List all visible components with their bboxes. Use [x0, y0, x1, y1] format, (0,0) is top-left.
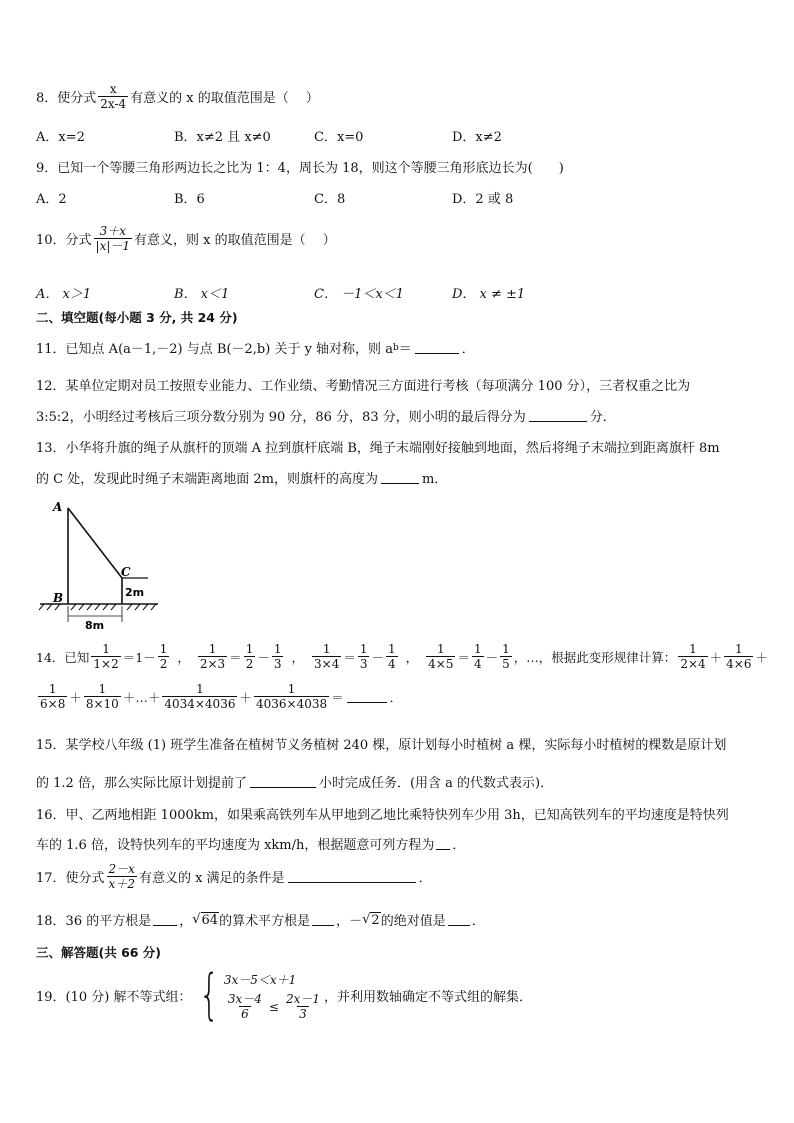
- left-brace-icon: {: [198, 963, 219, 1026]
- question-17: [36, 862, 432, 891]
- q18-blank-2: [312, 913, 334, 926]
- q16-line2-text: 车的 1.6 倍，设特快列车的平均速度为 xkm/h，根据题意可列方程为: [36, 838, 435, 853]
- q8-fraction: [98, 82, 128, 111]
- q12-answer-blank: [529, 409, 587, 422]
- q14-f4b-d: 4: [474, 657, 482, 671]
- q19-inequality-system: [192, 963, 325, 1026]
- q17-fraction: [107, 862, 137, 891]
- q14-f2-eq: ＝: [229, 649, 242, 665]
- q19-f2-d: 3: [299, 1007, 307, 1021]
- q11-answer-blank: [415, 341, 459, 354]
- q14-frac-4c: [500, 642, 512, 671]
- q18-end: ．: [471, 914, 485, 929]
- question-13-line1: 13．小华将升旗的绳子从旗杆的顶端 A 拉到旗杆底端 B，绳子末端刚好接触到地面，然后将绳子末端拉到距离旗杆 8m: [36, 441, 720, 456]
- q14-f2c-d: 3: [273, 657, 282, 671]
- q17-answer-blank: [288, 870, 416, 883]
- q14-c2-n: 1: [735, 642, 743, 656]
- q8-option-b: B．x≠2 且 x≠0: [174, 130, 271, 145]
- question-19: [36, 963, 533, 1026]
- q15-answer-blank: [250, 775, 316, 788]
- question-11: [36, 338, 475, 357]
- q19-le: ≤: [268, 999, 279, 1014]
- q18-blank-3: [448, 913, 470, 926]
- q13-answer-blank: [381, 471, 419, 484]
- q19-f2-n: 2x－1: [285, 992, 321, 1006]
- q14-frac-2c: [272, 642, 284, 671]
- q14-calc-4: [84, 682, 121, 711]
- q14-mid: ，…，根据此变形规律计算：: [513, 649, 677, 665]
- label-c: C: [121, 565, 131, 579]
- question-12-line2: [36, 406, 616, 425]
- q14-f2-n: 1: [208, 642, 217, 656]
- q14-f4-n: 1: [437, 642, 445, 656]
- q13-line2-end: m．: [421, 472, 448, 487]
- q14-f3-eq: ＝: [343, 649, 356, 665]
- q14-f4c-n: 1: [502, 642, 510, 656]
- q19-ineq-2: [224, 992, 324, 1021]
- q10-fraction: [94, 224, 133, 253]
- q19-f1-n: 3x－4: [227, 992, 262, 1006]
- q8-numerator: x: [109, 82, 117, 96]
- question-15-line1: 15．某学校八年级 (1) 班学生准备在植树节义务植树 240 棵，原计划每小时植树 a 棵，实际每小时植树的棵数是原计划: [36, 738, 727, 753]
- q14-f3b-d: 3: [359, 657, 368, 671]
- q14-frac-2: [198, 642, 227, 671]
- q14-f3-d: 3×4: [314, 657, 340, 671]
- q14-frac-1b: [158, 642, 170, 671]
- q14-f4b-n: 1: [474, 642, 482, 656]
- q10-option-c: C． －1＜x＜1: [314, 287, 404, 302]
- q11-text-a: 11．已知点 A(a－1,－2) 与点 B(－2,b) 关于 y 轴对称，则 a: [36, 342, 393, 357]
- q14-f3b-n: 1: [359, 642, 368, 656]
- q14-c4-d: 8×10: [85, 697, 119, 711]
- q14-f3c-n: 1: [388, 642, 396, 656]
- question-18: [36, 910, 485, 929]
- section-3-title: 三、解答题(共 66 分): [36, 945, 162, 960]
- q14-calc-3: [38, 682, 67, 711]
- q17-end: ．: [418, 871, 432, 886]
- q14-f1-d: 1×2: [93, 657, 119, 671]
- q19-frac-1: [226, 992, 264, 1021]
- q18-e: 的绝对值是: [380, 914, 446, 929]
- q14-plus-4: ＋: [239, 689, 252, 705]
- q14-f1b-d: 2: [159, 657, 168, 671]
- q8-option-c: C．x=0: [314, 130, 364, 145]
- q14-frac-3c: [386, 642, 398, 671]
- label-height: 2m: [125, 586, 145, 599]
- section-2-title: 二、填空题(每小题 3 分, 共 24 分): [36, 310, 238, 325]
- q14-plus-3: ＋: [69, 689, 82, 705]
- q14-answer-blank: [347, 690, 387, 703]
- q18-sqrt-2: 2: [371, 912, 380, 928]
- q14-calc-2: [724, 642, 753, 671]
- q8-denominator: 2x-4: [100, 97, 127, 111]
- q14-c6-d: 4036×4038: [255, 697, 328, 711]
- q14-f4-minus: －: [485, 649, 499, 665]
- q14-calc-6: [254, 682, 329, 711]
- question-10: [36, 224, 336, 253]
- q15-line2-text: 的 1.2 倍，那么实际比原计划提前了: [36, 776, 247, 791]
- q14-f4-d: 4×5: [428, 657, 454, 671]
- q13-line2-text: 的 C 处，发现此时绳子末端距离地面 2m，则旗杆的高度为: [36, 472, 378, 487]
- q14-c3-d: 6×8: [40, 697, 66, 711]
- q14-plus-2: ＋: [755, 649, 768, 665]
- question-9: 9．已知一个等腰三角形两边长之比为 1：4，周长为 18，则这个等腰三角形底边长为( ): [36, 161, 564, 176]
- q10-numerator: 3＋x: [99, 224, 126, 238]
- q14-frac-2b: [244, 642, 256, 671]
- q18-sqrt-1: 64: [201, 912, 219, 928]
- q11-text-b: ＝: [398, 342, 412, 357]
- q14-f3-minus: －: [371, 649, 384, 665]
- q14-frac-4b: [472, 642, 484, 671]
- q14-c4-n: 1: [98, 682, 107, 696]
- q14-f1-n: 1: [102, 642, 110, 656]
- q14-dots: ＋…＋: [122, 689, 161, 705]
- q15-line2-end: 小时完成任务．(用含 a 的代数式表示)．: [318, 776, 554, 791]
- q14-prefix: 14．已知: [36, 649, 90, 665]
- q19-prefix: 19．(10 分) 解不等式组：: [36, 989, 192, 1005]
- q10-prefix: 10．分式: [36, 233, 92, 248]
- q18-blank-1: [153, 913, 177, 926]
- q14-f2-minus: －: [257, 649, 270, 665]
- q14-c5-d: 4034×4036: [164, 697, 236, 711]
- question-14-line1: 14．已知 $\frac{1}{1\times 2}$ ＝1－ $\frac{1}{2}$ ， $\frac{1}{2\times 3}$ ＝ $\frac{1}{2}$ － $\frac{1}{3}$ ， $\frac{1}{3\times 4}$ ＝ $\frac{1}{3}$ － $\frac{1}{4}$ ， $\frac{1}{4\times 5}$ ＝ $\frac{1}{4}$ － $\frac{1}{5}$ ，…，根据此变形规律计算： $\frac{1}{2\times 4}$ ＋ $\frac{1}{4\times 6}$ ＋: [36, 642, 768, 671]
- q14-calc-5: [162, 682, 237, 711]
- q8-option-d: D．x≠2: [452, 130, 502, 145]
- q18-d: ，－: [336, 914, 363, 929]
- q14-frac-4: [426, 642, 455, 671]
- q9-option-b: B．6: [174, 192, 205, 207]
- sqrt-sign-icon: √: [192, 912, 201, 927]
- question-8: [36, 82, 319, 111]
- q14-calc-1: [678, 642, 707, 671]
- question-12-line1: 12．某单位定期对员工按照专业能力、工作业绩、考勤情况三方面进行考核（每项满分 100 分），三者权重之比为: [36, 379, 691, 394]
- q11-end: ．: [461, 342, 475, 357]
- q14-f1b-n: 1: [159, 642, 168, 656]
- q17-prefix: 17．使分式: [36, 871, 105, 886]
- q10-option-d: D． x ≠ ±1: [452, 287, 526, 302]
- q12-line2-text: 3:5:2，小明经过考核后三项分数分别为 90 分，86 分，83 分，则小明的最后得分为: [36, 410, 526, 425]
- q8-prefix: 8．使分式: [36, 91, 97, 106]
- q14-frac-3b: [358, 642, 370, 671]
- q14-plus-1: ＋: [709, 649, 723, 665]
- sqrt-sign-icon: √: [362, 912, 371, 927]
- q14-c1-d: 2×4: [680, 657, 706, 671]
- q14-eq: ＝: [331, 689, 344, 705]
- q18-c: 的算术平方根是: [219, 914, 311, 929]
- q14-f3-n: 1: [322, 642, 331, 656]
- q14-frac-1: [91, 642, 120, 671]
- q8-option-a: A．x=2: [36, 130, 85, 145]
- q14-c1-n: 1: [689, 642, 697, 656]
- q19-frac-2: [284, 992, 322, 1021]
- q10-option-a: A． x＞1: [36, 287, 92, 302]
- q14-frac-3: [312, 642, 341, 671]
- q10-suffix: 有意义，则 x 的取值范围是（ ）: [134, 233, 336, 248]
- label-width: 8m: [85, 619, 105, 632]
- q18-b: ，: [179, 914, 193, 929]
- q14-f2b-n: 1: [245, 642, 254, 656]
- q14-f2b-d: 2: [245, 657, 254, 671]
- q14-c2-d: 4×6: [726, 657, 752, 671]
- q14-f1-eq: ＝1－: [122, 649, 156, 665]
- q19-ineq-1: 3x－5＜x＋1: [223, 973, 297, 987]
- q14-end: ．: [389, 689, 403, 705]
- q17-numerator: 2－x: [108, 862, 135, 876]
- q12-line2-end: 分．: [589, 410, 616, 425]
- label-b: B: [53, 591, 64, 605]
- q19-f1-d: 6: [241, 1007, 249, 1021]
- question-15-line2: [36, 772, 553, 791]
- q16-line2-end: ．: [452, 838, 466, 853]
- question-16-line1: 16．甲、乙两地相距 1000km，如果乘高铁列车从甲地到乙地比乘特快列车少用 3h，已知高铁列车的平均速度是特快列: [36, 808, 729, 823]
- q14-f4-eq: ＝: [457, 649, 470, 665]
- q16-answer-blank: [436, 837, 450, 850]
- q8-suffix: 有意义的 x 的取值范围是（ ）: [130, 91, 319, 106]
- question-14-line2: [36, 682, 402, 711]
- q9-option-d: D．2 或 8: [452, 192, 514, 207]
- q18-a: 18．36 的平方根是: [36, 914, 152, 929]
- q9-option-a: A．2: [36, 192, 67, 207]
- flagpole-figure: [36, 496, 166, 634]
- q14-f3c-d: 4: [388, 657, 396, 671]
- q14-c6-n: 1: [287, 682, 296, 696]
- q9-option-c: C．8: [314, 192, 346, 207]
- q17-suffix: 有意义的 x 满足的条件是: [138, 871, 285, 886]
- q14-f4c-d: 5: [502, 657, 510, 671]
- q10-option-b: B． x＜1: [174, 287, 230, 302]
- q14-f2-d: 2×3: [199, 657, 226, 671]
- label-a: A: [53, 500, 63, 514]
- q14-c3-n: 1: [48, 682, 57, 696]
- question-16-line2: [36, 834, 465, 853]
- q19-suffix: ，并利用数轴确定不等式组的解集．: [324, 989, 533, 1005]
- q11-sup: b: [392, 342, 399, 353]
- question-13-line2: [36, 468, 447, 487]
- q14-f2c-n: 1: [273, 642, 282, 656]
- q14-c5-n: 1: [196, 682, 204, 696]
- q10-denominator: |x|－1: [95, 239, 131, 253]
- q17-denominator: x＋2: [108, 877, 135, 891]
